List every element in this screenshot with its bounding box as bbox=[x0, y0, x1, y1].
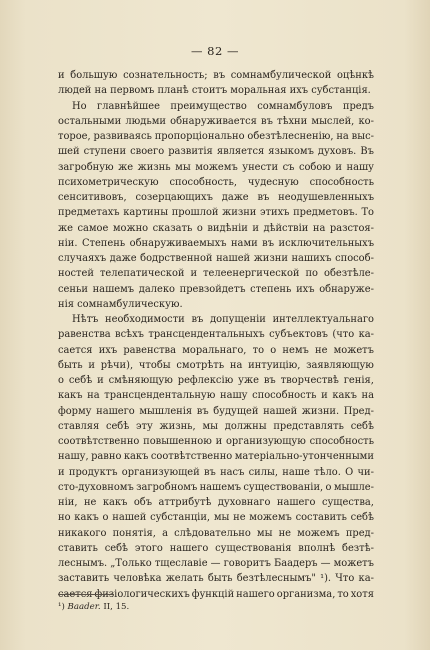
footnote-divider bbox=[58, 594, 114, 595]
text-line: случаяхъ даже бодрственной нашей жизни нашихъ способ- bbox=[58, 253, 374, 264]
text-line: нашу, равно какъ соотвѣтственно матеріально-утонченными bbox=[58, 451, 374, 463]
text-line: ніи, не какъ объ аттрибутѣ духовнаго нашего существа, bbox=[58, 497, 374, 508]
text-line: леснымъ. „Только тщеславіе — говоритъ Баадеръ — можетъ bbox=[58, 558, 374, 569]
text-line: предметахъ картины прошлой жизни этихъ предметовъ. То bbox=[58, 207, 374, 219]
text-line: сается физіологическихъ функцій нашего организма, то хотя bbox=[58, 588, 374, 600]
text-line: людей на первомъ планѣ стоитъ моральная ихъ субстанція. bbox=[58, 85, 371, 97]
text-line: Но главнѣйшее преимущество сомнамбуловъ предъ bbox=[72, 100, 374, 112]
text-line: сенситивовъ, созерцающихъ даже въ неодушевленныхъ bbox=[58, 192, 374, 203]
text-line: нія сомнамбулическую. bbox=[58, 298, 183, 310]
text-line: но какъ о нашей субстанціи, мы не можемъ составить себѣ bbox=[58, 512, 374, 524]
text-line: о себѣ и смѣняющую рефлексію уже въ творчествѣ генія, bbox=[58, 375, 374, 386]
text-line: ніи. Степень обнаруживаемыхъ нами въ исключительныхъ bbox=[58, 237, 374, 249]
text-line: ностей телепатической и телеенергической по обезтѣле- bbox=[58, 268, 374, 280]
text-line: остальными людьми обнаруживается въ тѣхни мыслей, ко- bbox=[58, 115, 374, 127]
text-line: загробную же жизнь мы можемъ унести съ собою и нашу bbox=[58, 161, 374, 173]
text-line: Нѣтъ необходимости въ допущеніи интеллектуальнаго bbox=[72, 314, 374, 325]
text-line: быть и рѣчи), чтобы смотрѣть на интуицію, заявляющую bbox=[58, 359, 374, 371]
text-line: какъ на трансцендентальную нашу способность и какъ на bbox=[58, 390, 374, 402]
footnote bbox=[58, 602, 129, 612]
text-line: и большую сознательность; въ сомнамбулической оцѣнкѣ bbox=[58, 70, 374, 81]
text-line: никакого понятія, а слѣдовательно мы не можемъ пред- bbox=[58, 527, 374, 539]
text-line: же самое можно сказать о видѣніи и дѣйствіи на разстоя- bbox=[58, 222, 374, 234]
text-line: форму нашего мышленія въ будущей нашей жизни. Пред- bbox=[58, 405, 374, 417]
text-line: шей ступени своего развитія является языкомъ духовъ. Въ bbox=[58, 146, 374, 158]
body-text bbox=[58, 68, 374, 602]
text-line: сеньи нашемъ далеко превзойдетъ степень ихъ обнаруже- bbox=[58, 283, 374, 295]
text-line: и продуктъ организующей въ насъ силы, наше тѣло. О чи- bbox=[58, 466, 374, 478]
footnote-reference: II, 15. bbox=[103, 602, 130, 612]
page-number: — 82 — bbox=[191, 44, 239, 58]
text-line: заставить человѣка желать быть безтѣлеснымъ" ¹). Что ка- bbox=[58, 573, 374, 585]
text-line: ставляя себѣ эту жизнь, мы должны представлять себѣ bbox=[58, 420, 374, 432]
footnote-author: Baader. bbox=[67, 602, 101, 612]
text-line: торое, развиваясь пропорціонально обезтѣлесненію, на выс- bbox=[58, 131, 374, 142]
text-line: соотвѣтственно повышенною и организующую способность bbox=[58, 436, 374, 447]
text-line: сается ихъ равенства моральнаго, то о немъ не можетъ bbox=[58, 344, 374, 356]
text-line: равенства всѣхъ трансцендентальныхъ субъектовъ (что ка- bbox=[58, 329, 374, 341]
text-line: сто-духовномъ загробномъ нашемъ существованіи, о мышле- bbox=[58, 481, 374, 493]
footnote-marker: ¹) bbox=[58, 602, 65, 612]
text-line: ставить себѣ этого нашего существованія вполнѣ безтѣ- bbox=[58, 542, 374, 554]
text-line: психометрическую способность, чудесную способность bbox=[58, 176, 374, 188]
